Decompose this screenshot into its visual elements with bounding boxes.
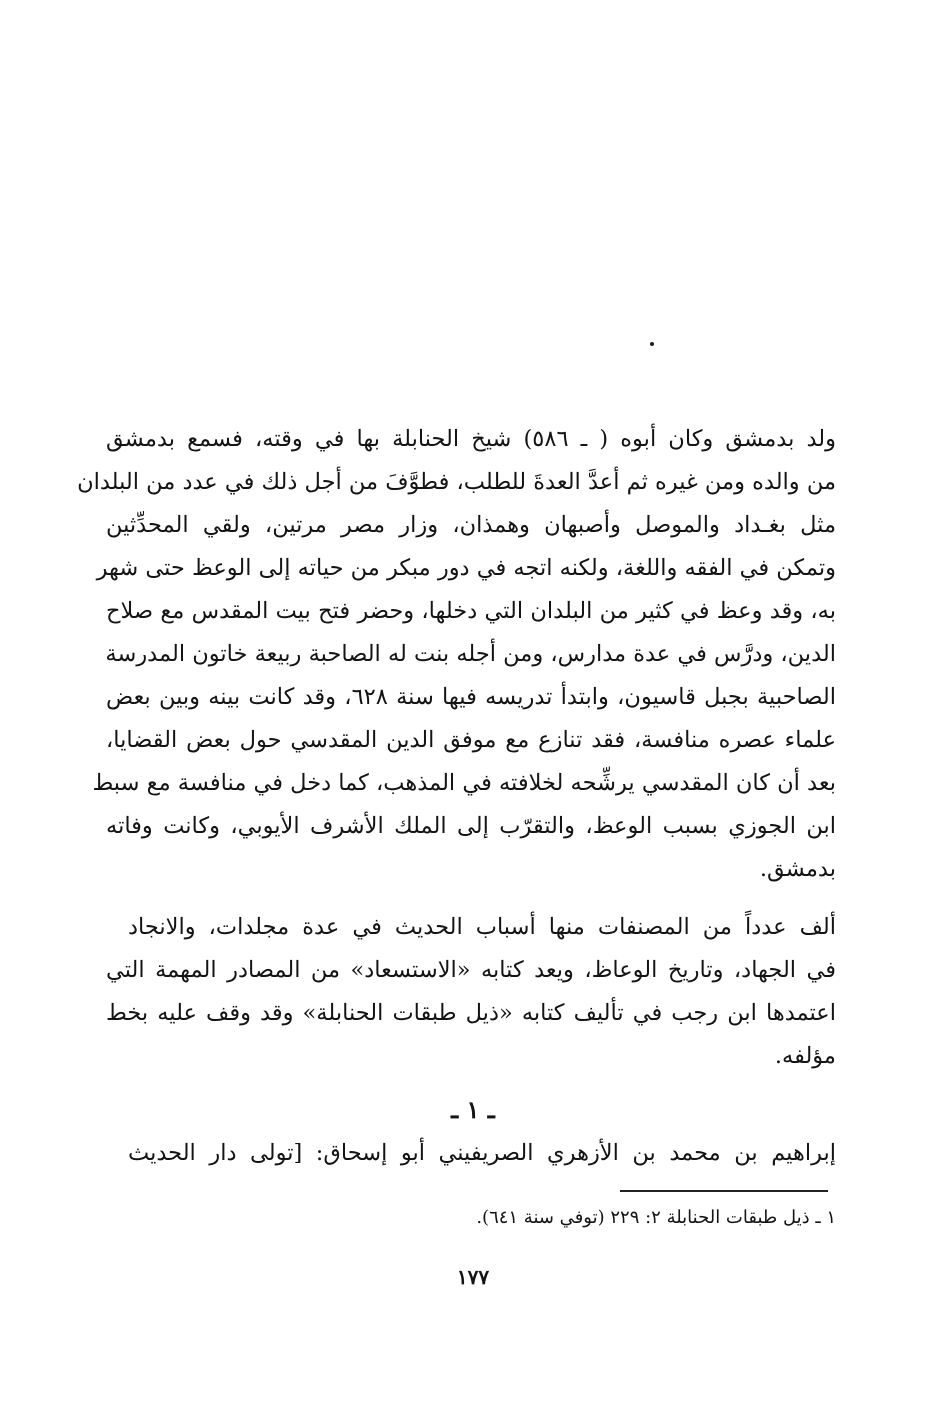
section-marker: ـ ١ ـ	[451, 1095, 495, 1124]
text-line: علماء عصره منافسة، فقد تنازع مع موفق الدين المقدسي حول بعض القضايا،	[106, 727, 836, 753]
text-line: ألف عدداً من المصنفات منها أسباب الحديث في عدة مجلدات، والانجاد	[128, 914, 836, 940]
text-line: ابن الجوزي بسبب الوعظ، والتقرّب إلى الملك الأشرف الأيوبي، وكانت وفاته	[106, 813, 836, 839]
text-line: ولد بدمشق وكان أبوه ( ـ ٥٨٦) شيخ الحنابلة بها في وقته، فسمع بدمشق	[106, 426, 836, 452]
text-line: بدمشق.	[759, 856, 836, 882]
footnote-divider	[620, 1190, 828, 1192]
text-line: مؤلفه.	[774, 1043, 836, 1069]
entry-heading-line: إبراهيم بن محمد بن الأزهري الصريفيني أبو إسحاق: [تولى دار الحديث	[128, 1140, 836, 1166]
text-line: به، وقد وعظ في كثير من البلدان التي دخلها، وحضر فتح بيت المقدس مع صلاح	[106, 598, 836, 624]
decorative-dot	[650, 342, 654, 346]
page-number: ١٧٧	[456, 1265, 490, 1289]
text-line: من والده ومن غيره ثم أعدَّ العدةَ للطلب، فطوَّفَ من أجل ذلك في عدد من البلدان	[77, 469, 836, 495]
text-line: الدين، ودرَّس في عدة مدارس، ومن أجله بنت له الصاحبة ربيعة خاتون المدرسة	[105, 641, 836, 667]
text-line: في الجهاد، وتاريخ الوعاظ، ويعد كتابه «الاستسعاد» من المصادر المهمة التي	[106, 957, 836, 983]
text-line: الصاحبية بجبل قاسيون، وابتدأ تدريسه فيها سنة ٦٢٨، وقد كانت بينه وبين بعض	[106, 684, 836, 710]
text-line: وتمكن في الفقه واللغة، ولكنه اتجه في دور مبكر من حياته إلى الوعظ حتى شهر	[96, 555, 836, 581]
text-line: بعد أن كان المقدسي يرشِّحه لخلافته في المذهب، كما دخل في منافسة مع سبط	[92, 770, 836, 796]
footnote: ١ ـ ذيل طبقات الحنابلة ٢: ٢٢٩ (توفي سنة ٦٤١).	[476, 1207, 836, 1228]
text-line: اعتمدها ابن رجب في تأليف كتابه «ذيل طبقات الحنابلة» وقد وقف عليه بخط	[106, 1000, 836, 1026]
text-line: مثل بغـداد والموصل وأصبهان وهمذان، وزار مصر مرتين، ولقي المحدِّثين	[106, 512, 836, 538]
